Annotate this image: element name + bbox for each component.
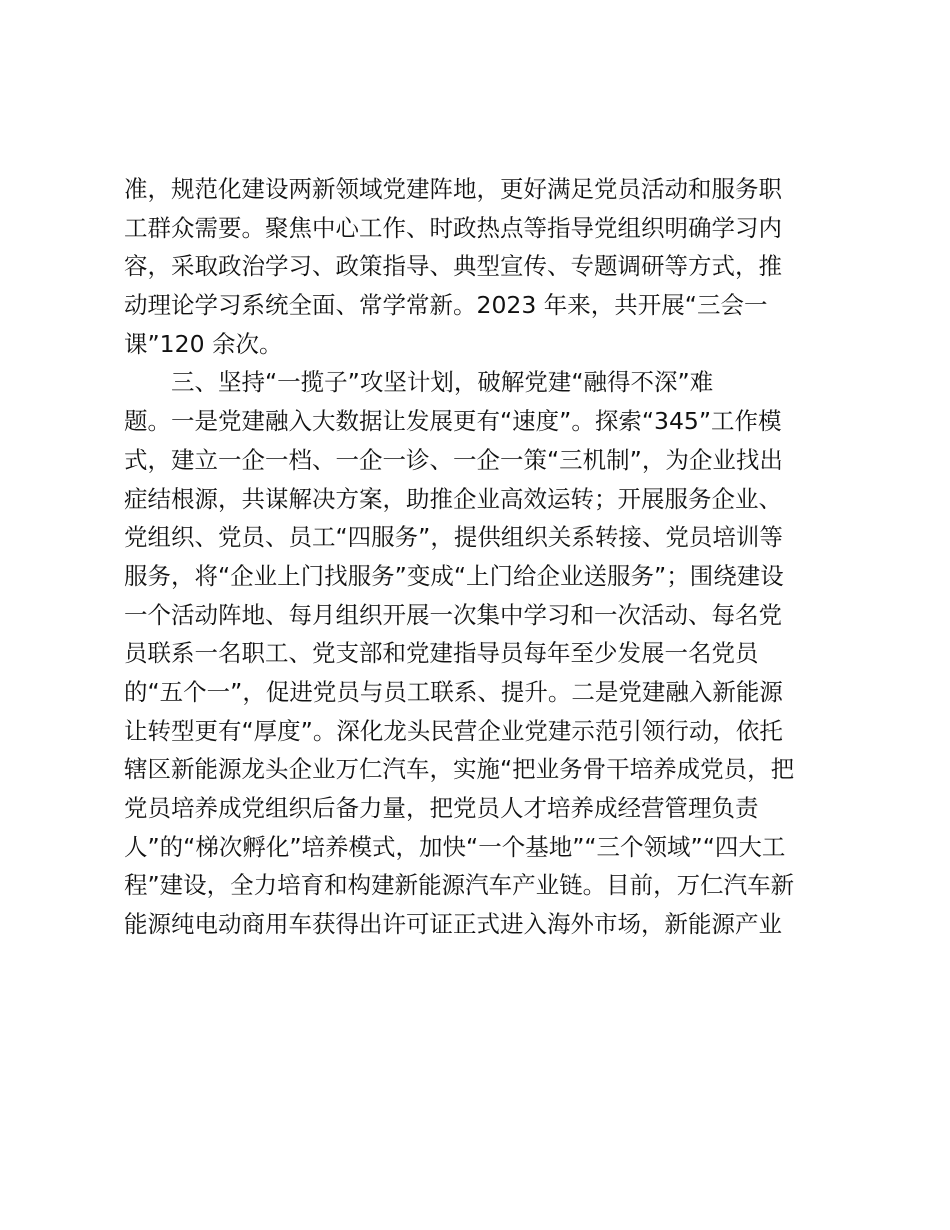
text-line: 让转型更有“厚度”。深化龙头民营企业党建示范引领行动，依托 [124,716,783,745]
text-line: 容，采取政治学习、政策指导、典型宣传、专题调研等方式，推 [124,252,782,281]
text-line: 员联系一名职工、党支部和党建指导员每年至少发展一名党员 [124,639,759,668]
text-line: 人”的“梯次孵化”培养模式，加快“一个基地”“三个领域”“四大工 [124,832,786,861]
text-line: 课”120 余次。 [124,329,283,358]
text-line: 动理论学习系统全面、常学常新。2023 年来，共开展“三会一 [124,291,768,320]
text-line: 党员培养成党组织后备力量，把党员人才培养成经营管理负责 [124,794,759,822]
text-line: 一个活动阵地、每月组织开展一次集中学习和一次活动、每名党 [124,600,782,629]
text-line: 工群众需要。聚焦中心工作、时政热点等指导党组织明确学习内 [124,213,782,242]
section-heading-line: 三、坚持“一揽子”攻坚计划，破解党建“融得不深”难 [124,368,714,397]
text-line: 党组织、党员、员工“四服务”，提供组织关系转接、党员培训等 [124,523,783,552]
text-line: 症结根源，共谋解决方案，助推企业高效运转；开展服务企业、 [124,484,782,513]
text-line: 准，规范化建设两新领域党建阵地，更好满足党员活动和服务职 [124,175,782,203]
text-line: 辖区新能源龙头企业万仁汽车，实施“把业务骨干培养成党员，把 [124,755,795,784]
body-text [124,170,834,944]
text-line: 程”建设，全力培育和构建新能源汽车产业链。目前，万仁汽车新 [124,871,795,900]
text-line: 服务，将“企业上门找服务”变成“上门给企业送服务”；围绕建设 [124,561,784,590]
text-line: 能源纯电动商用车获得出许可证正式进入海外市场，新能源产业 [124,910,782,939]
text-line: 的“五个一”，促进党员与员工联系、提升。二是党建融入新能源 [124,677,783,706]
text-line: 式，建立一企一档、一企一诊、一企一策“三机制”，为企业找出 [124,445,783,474]
text-line: 题。一是党建融入大数据让发展更有“速度”。探索“345”工作模 [124,407,782,436]
